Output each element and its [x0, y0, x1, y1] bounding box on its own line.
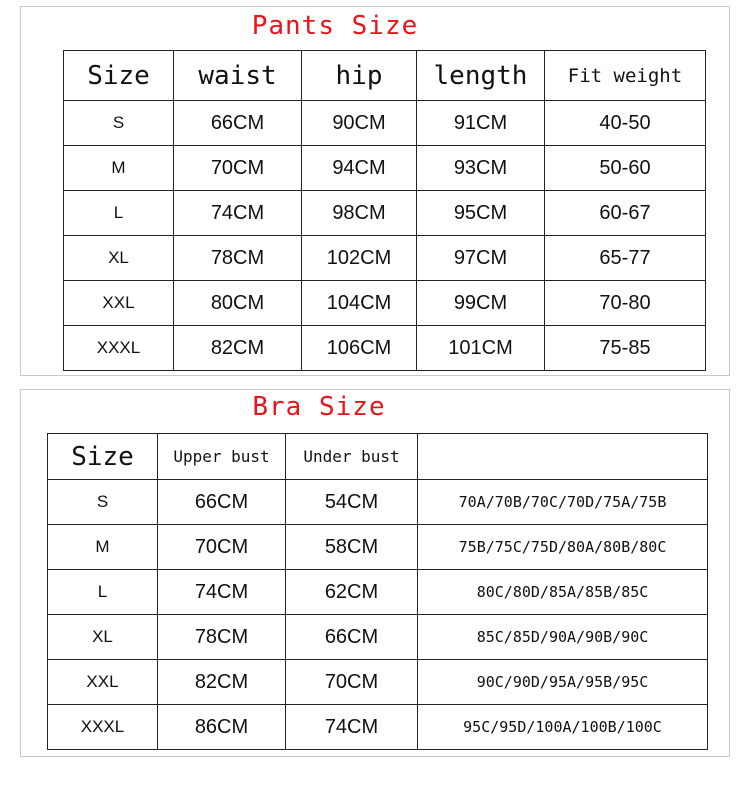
table-row: [64, 326, 706, 371]
waist-cell: 82CM: [174, 326, 302, 371]
header-cup-sizes: [418, 434, 708, 480]
size-cell: L: [48, 570, 158, 615]
cup-sizes-cell: 95C/95D/100A/100B/100C: [418, 705, 708, 750]
table-row: [48, 660, 708, 705]
waist-cell: 78CM: [174, 236, 302, 281]
waist-cell: 80CM: [174, 281, 302, 326]
hip-cell: 104CM: [302, 281, 417, 326]
size-cell: M: [48, 525, 158, 570]
header-upper-bust: Upper bust: [158, 434, 286, 480]
length-cell: 97CM: [417, 236, 545, 281]
upper-bust-cell: 86CM: [158, 705, 286, 750]
fit-weight-cell: 65-77: [545, 236, 706, 281]
fit-weight-cell: 70-80: [545, 281, 706, 326]
cup-sizes-cell: 80C/80D/85A/85B/85C: [418, 570, 708, 615]
fit-weight-cell: 75-85: [545, 326, 706, 371]
upper-bust-cell: 74CM: [158, 570, 286, 615]
cup-sizes-cell: 85C/85D/90A/90B/90C: [418, 615, 708, 660]
header-length: length: [417, 51, 545, 101]
size-cell: XL: [48, 615, 158, 660]
length-cell: 95CM: [417, 191, 545, 236]
table-row: [64, 281, 706, 326]
size-cell: XXL: [64, 281, 174, 326]
table-row: [48, 480, 708, 525]
under-bust-cell: 74CM: [286, 705, 418, 750]
cup-sizes-cell: 90C/90D/95A/95B/95C: [418, 660, 708, 705]
size-cell: XXXL: [64, 326, 174, 371]
size-cell: M: [64, 146, 174, 191]
hip-cell: 106CM: [302, 326, 417, 371]
under-bust-cell: 54CM: [286, 480, 418, 525]
table-row: [48, 525, 708, 570]
table-row: [48, 615, 708, 660]
length-cell: 91CM: [417, 101, 545, 146]
bra-size-panel: [20, 389, 730, 757]
pants-size-panel: [20, 6, 730, 376]
table-row: [48, 570, 708, 615]
header-size: Size: [48, 434, 158, 480]
size-cell: S: [64, 101, 174, 146]
size-cell: L: [64, 191, 174, 236]
under-bust-cell: 58CM: [286, 525, 418, 570]
length-cell: 99CM: [417, 281, 545, 326]
size-cell: XXL: [48, 660, 158, 705]
bra-size-title: Bra Size: [252, 392, 386, 422]
fit-weight-cell: 60-67: [545, 191, 706, 236]
waist-cell: 74CM: [174, 191, 302, 236]
table-row: [64, 191, 706, 236]
table-header-row: [64, 51, 706, 101]
size-cell: S: [48, 480, 158, 525]
under-bust-cell: 70CM: [286, 660, 418, 705]
length-cell: 93CM: [417, 146, 545, 191]
cup-sizes-cell: 75B/75C/75D/80A/80B/80C: [418, 525, 708, 570]
hip-cell: 98CM: [302, 191, 417, 236]
waist-cell: 70CM: [174, 146, 302, 191]
header-hip: hip: [302, 51, 417, 101]
length-cell: 101CM: [417, 326, 545, 371]
table-row: [64, 236, 706, 281]
pants-size-table: [63, 50, 706, 371]
table-row: [64, 146, 706, 191]
hip-cell: 94CM: [302, 146, 417, 191]
header-size: Size: [64, 51, 174, 101]
waist-cell: 66CM: [174, 101, 302, 146]
header-waist: waist: [174, 51, 302, 101]
header-under-bust: Under bust: [286, 434, 418, 480]
bra-size-table: [47, 433, 708, 750]
table-header-row: [48, 434, 708, 480]
upper-bust-cell: 66CM: [158, 480, 286, 525]
fit-weight-cell: 50-60: [545, 146, 706, 191]
table-row: [64, 101, 706, 146]
under-bust-cell: 66CM: [286, 615, 418, 660]
header-fit-weight: Fit weight: [545, 51, 706, 101]
hip-cell: 102CM: [302, 236, 417, 281]
upper-bust-cell: 82CM: [158, 660, 286, 705]
hip-cell: 90CM: [302, 101, 417, 146]
size-cell: XXXL: [48, 705, 158, 750]
cup-sizes-cell: 70A/70B/70C/70D/75A/75B: [418, 480, 708, 525]
under-bust-cell: 62CM: [286, 570, 418, 615]
size-cell: XL: [64, 236, 174, 281]
fit-weight-cell: 40-50: [545, 101, 706, 146]
table-row: [48, 705, 708, 750]
upper-bust-cell: 70CM: [158, 525, 286, 570]
upper-bust-cell: 78CM: [158, 615, 286, 660]
pants-size-title: Pants Size: [251, 11, 419, 41]
